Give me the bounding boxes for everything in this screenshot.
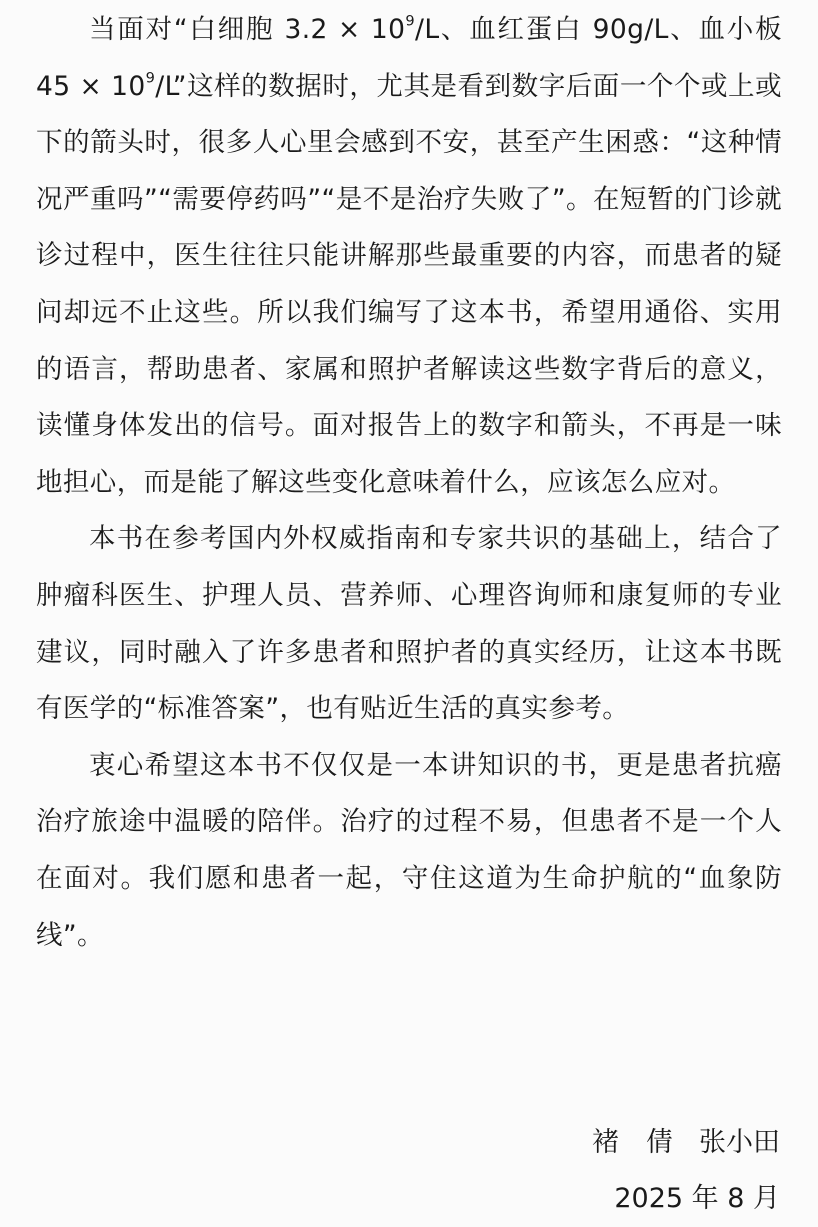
paragraph-1-part-3: /L”这样的数据时，尤其是看到数字后面一个个或上或下的箭头时，很多人心里会感到不安，甚至产生困惑：“这种情况严重吗”“需要停药吗”“是不是治疗失败了”。在短暂的门诊就诊过程中，医生往往只能讲解那些最重要的内容，而患者的疑问却远不止这些。所以我们编写了这本书，希望用通俗、实用的语言，帮助患者、家属和照护者解读这些数字背后的意义，读懂身体发出的信号。面对报告上的数字和箭头，不再是一味地担心，而是能了解这些变化意味着什么，应该怎么应对。 (36, 70, 782, 498)
signature-date: 2025 年 8 月 (614, 1183, 780, 1214)
paragraph-2: 本书在参考国内外权威指南和专家共识的基础上，结合了肿瘤科医生、护理人员、营养师、心理咨询师和康复师的专业建议，同时融入了许多患者和照护者的真实经历，让这本书既有医学的“标准答案”，也有贴近生活的真实参考。 (36, 523, 782, 725)
exponent-1: 9 (405, 12, 416, 30)
author-2: 张小田 (699, 1127, 780, 1158)
author-1: 褚 倩 (592, 1127, 673, 1158)
paragraph-1-part-2: /L、血红蛋白 90g/L、血小板 45 × 10 (36, 14, 782, 102)
author-line (566, 1115, 780, 1171)
paragraph-3: 衷心希望这本书不仅仅是一本讲知识的书，更是患者抗癌治疗旅途中温暖的陪伴。治疗的过程不易，但患者不是一个人在面对。我们愿和患者一起，守住这道为生命护航的“血象防线”。 (36, 749, 782, 951)
preface-body (36, 2, 782, 964)
paragraph-1 (36, 2, 782, 511)
paragraph-1-part-1: 当面对“白细胞 3.2 × 10 (89, 14, 406, 45)
signature-block (566, 1115, 780, 1227)
exponent-2: 9 (145, 69, 156, 87)
